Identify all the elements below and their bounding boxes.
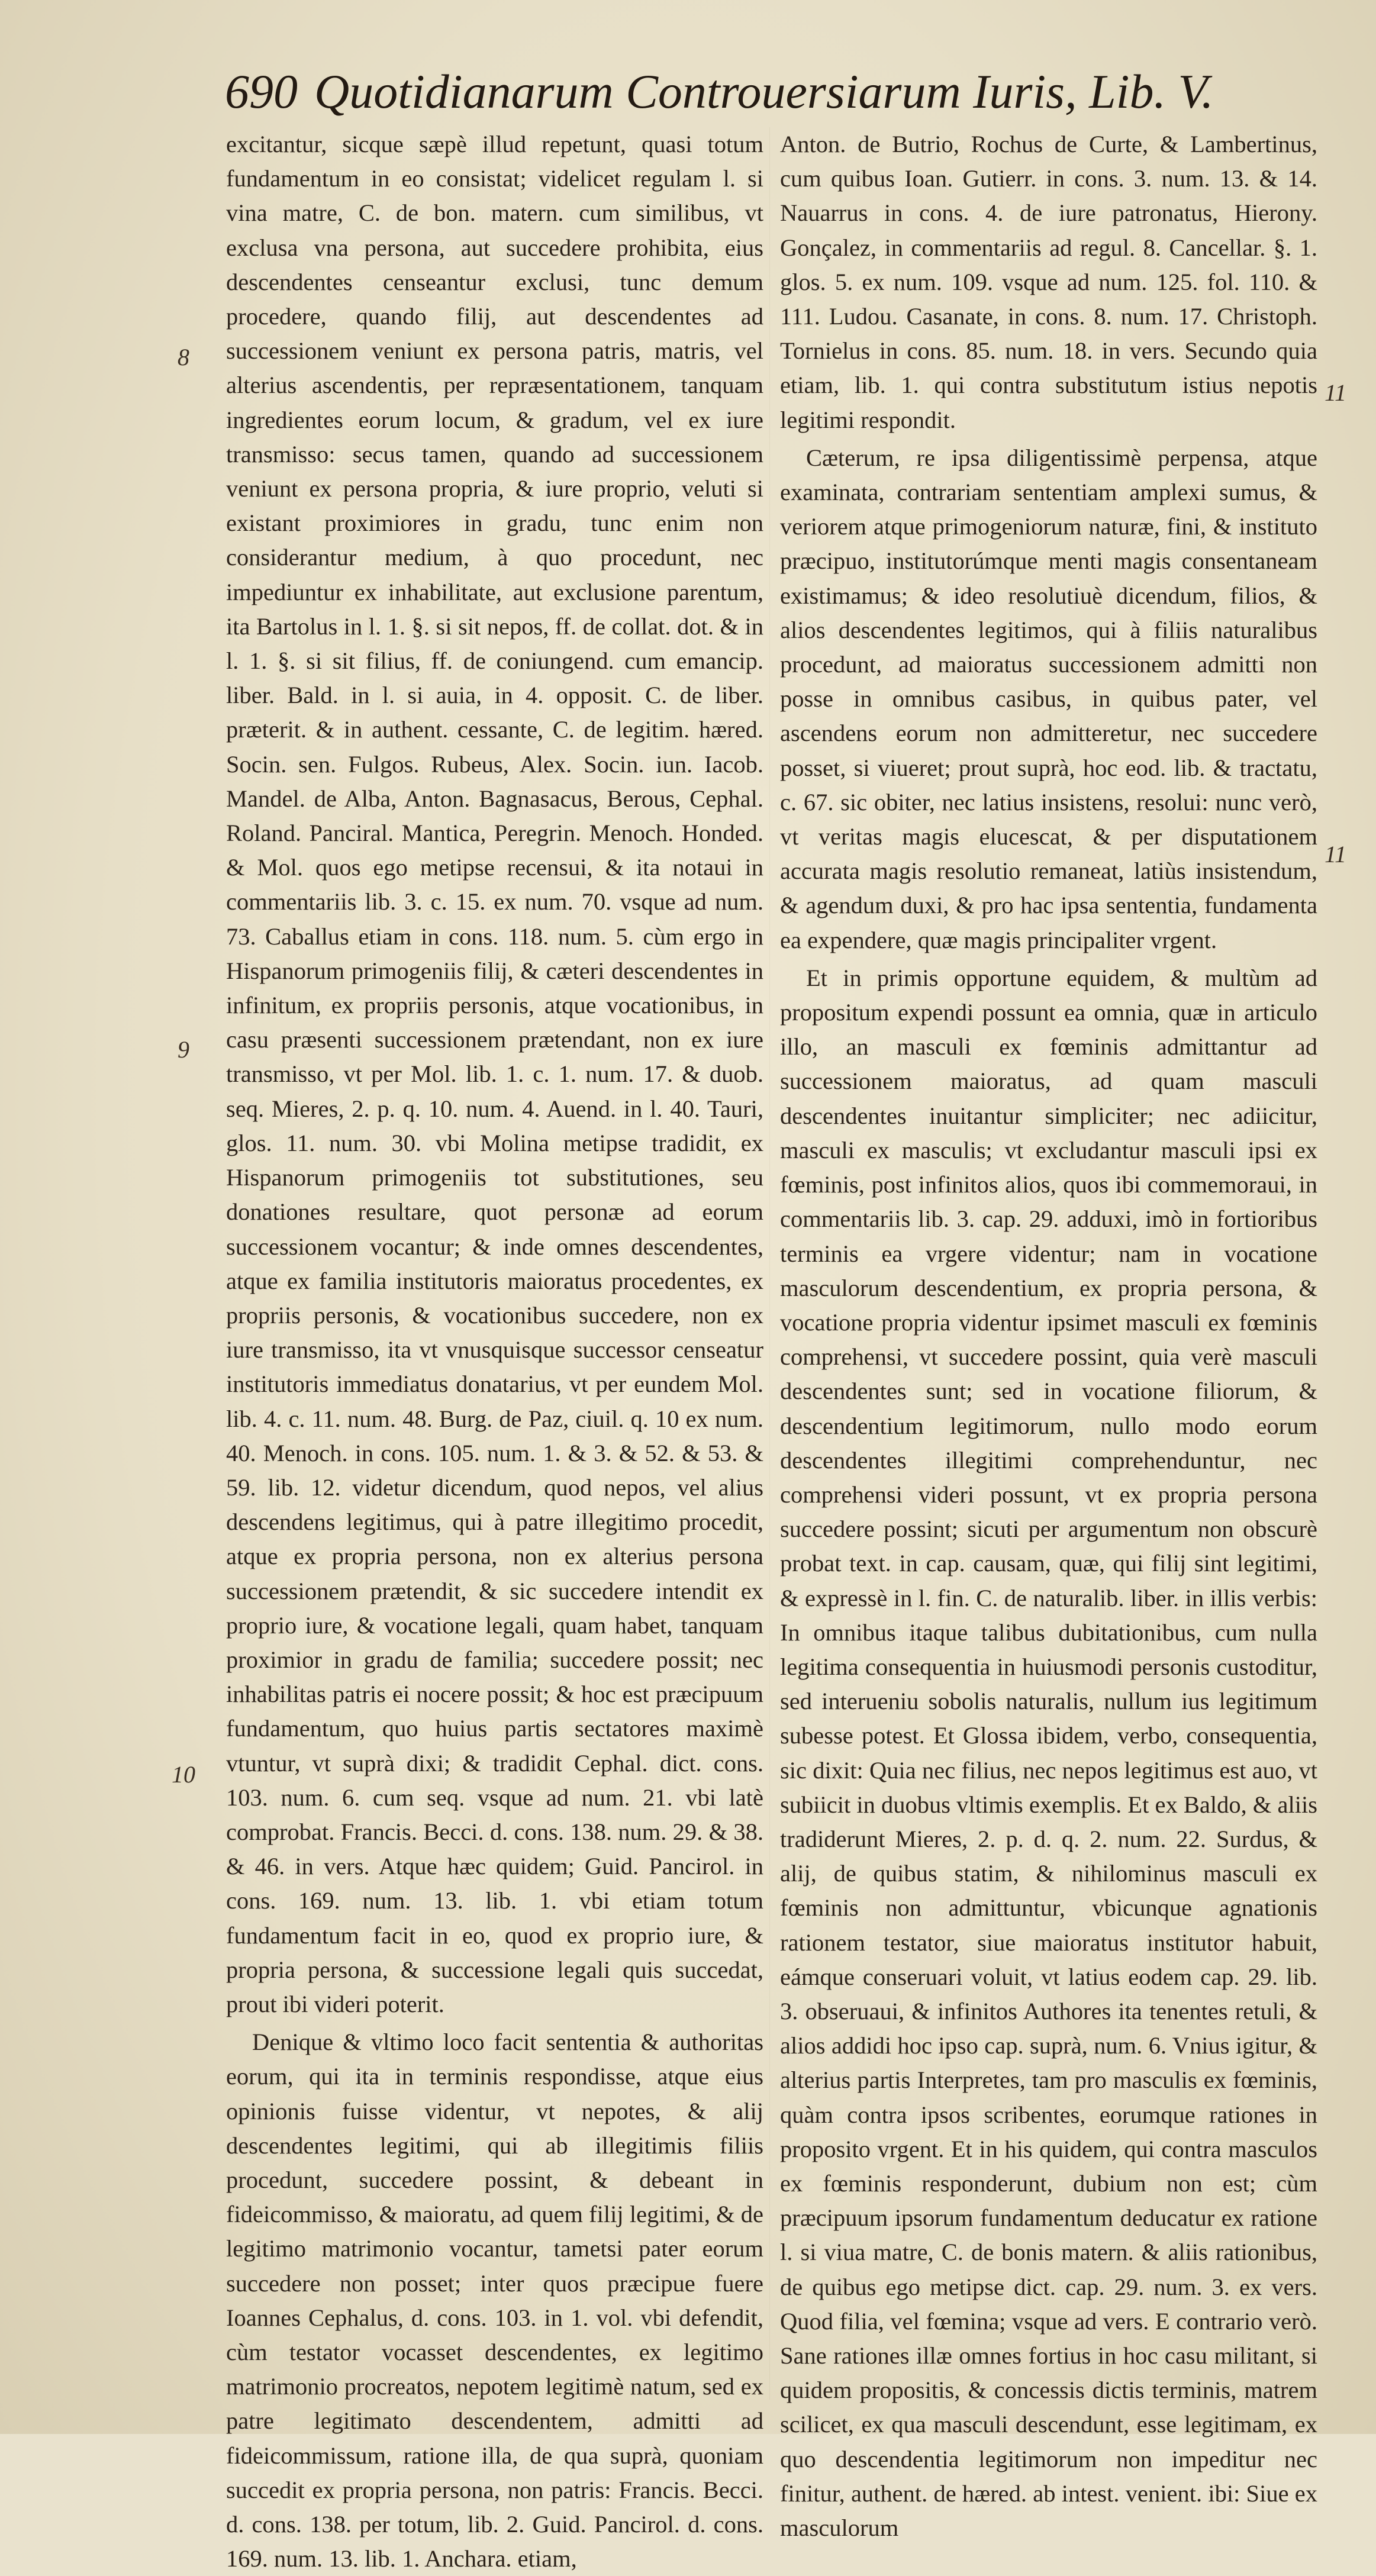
- margin-number-9: 9: [178, 1036, 189, 1063]
- left-column: [226, 127, 763, 2572]
- running-header: [225, 59, 1320, 124]
- running-title: Quotidianarum Controuersiarum Iuris, Lib. V.: [314, 65, 1214, 118]
- right-paragraph-1: Anton. de Butrio, Rochus de Curte, & Lambertinus, cum quibus Ioan. Gutierr. in cons. 3. num. 13. & 14. Nauarrus in cons. 4. de iure patronatus, Hierony. Gonçalez, in commentariis ad regul. 8. Cancellar. §. 1. glos. 5. ex num. 109. vsque ad num. 125. fol. 110. & 111. Ludou. Casanate, in cons. 8. num. 17. Christoph. Tornielus in cons. 85. num. 18. in vers. Secundo quia etiam, lib. 1. qui contra substitutum istius nepotis legitimi respondit.: [780, 131, 1317, 433]
- left-paragraph-1: excitantur, sicque sæpè illud repetunt, quasi totum fundamentum in eo consistat; videlicet regulam l. si vina matre, C. de bon. matern. cum similibus, vt exclusa vna persona, aut succedere prohibita, eius descendentes censeantur exclusi, tunc demum procedere, quando filij, aut descendentes ad successionem veniunt ex persona patris, matris, vel alterius ascendentis, per repræsentationem, tanquam ingredientes eorum locum, & gradum, vel ex iure transmisso: secus tamen, quando ad successionem veniunt ex persona propria, & iure proprio, veluti si existant proximiores in gradu, tunc enim non considerantur medium, à quo procedunt, nec impediuntur ex inhabilitate, aut exclusione parentum, ita Bartolus in l. 1. §. si sit nepos, ff. de collat. dot. & in l. 1. §. si sit filius, ff. de coniungend. cum emancip. liber. Bald. in l. si auia, in 4. opposit. C. de liber. præterit. & in authent. cessante, C. de legitim. hæred. Socin. sen. Fulgos. Rubeus, Alex. Socin. iun. Iacob. Mandel. de Alba, Anton. Bagnasacus, Berous, Cephal. Roland. Panciral. Mantica, Peregrin. Menoch. Honded. & Mol. quos ego metipse recensui, & ita notaui in commentariis lib. 3. c. 15. ex num. 70. vsque ad num. 73. Caballus etiam in cons. 118. num. 5. cùm ergo in Hispanorum primogeniis filij, & cæteri descendentes in infinitum, ex propriis personis, atque vocationibus, in casu præsenti successionem prætendant, non ex iure transmisso, vt per Mol. lib. 1. c. 1. num. 17. & duob. seq. Mieres, 2. p. q. 10. num. 4. Auend. in l. 40. Tauri, glos. 11. num. 30. vbi Molina metipse tradidit, ex Hispanorum primogeniis tot substitutiones, seu donationes resultare, quot personæ ad eorum successionem vocantur; & inde omnes descendentes, atque ex familia institutoris maioratus procedentes, ex propriis personis, & vocationibus succedere, non ex iure transmisso, ita vt vnusquisque successor censeatur institutoris immediatus donatarius, vt per eundem Mol. lib. 4. c. 11. num. 48. Burg. de Paz, ciuil. q. 10 ex num. 40. Menoch. in cons. 105. num. 1. & 3. & 52. & 53. & 59. lib. 12. videtur dicendum, quod nepos, vel alius descendens legitimus, qui à patre illegitimo procedit, atque ex propria persona, non ex alterius persona successionem prætendit, & sic succedere intendit ex proprio iure, & vocatione legali, quam habet, tanquam proximior in gradu de familia; succedere possit; nec inhabilitas patris ei nocere possit; & hoc est præcipuum fundamentum, quo huius partis sectatores maximè vtuntur, vt suprà dixi; & tradidit Cephal. dict. cons. 103. num. 6. cum seq. vsque ad num. 21. vbi latè comprobat. Francis. Becci. d. cons. 138. num. 29. & 38. & 46. in vers. Atque hæc quidem; Guid. Pancirol. in cons. 169. num. 13. lib. 1. vbi etiam totum fundamentum facit in eo, quod ex proprio iure, & propria persona, & successione legali quis succedat, prout ibi videri poterit.: [226, 131, 763, 2017]
- left-paragraph-2: Denique & vltimo loco facit sententia & authoritas eorum, qui ita in terminis respondisse, atque eius opinionis fuisse videntur, vt nepotes, & alij descendentes legitimi, qui ab illegitimis filiis procedunt, succedere possint, & debeant in fideicommisso, & maioratu, ad quem filij legitimi, & de legitimo matrimonio vocantur, tametsi pater eorum succedere non posset; inter quos præcipue fuere Ioannes Cephalus, d. cons. 103. in 1. vol. vbi defendit, cùm testator vocasset descendentes, ex legitimo matrimonio procreatos, nepotem legitimè natum, sed ex patre legitimato descendentem, admitti ad fideicommissum, ratione illa, de qua suprà, quoniam succedit ex propria persona, non patris: Francis. Becci. d. cons. 138. per totum, lib. 2. Guid. Pancirol. d. cons. 169. num. 13. lib. 1. Anchara. etiam,: [226, 2029, 763, 2572]
- margin-number-10: 10: [172, 1761, 195, 1788]
- margin-number-8: 8: [178, 344, 189, 370]
- right-column: [780, 127, 1317, 2542]
- margin-number-11-upper: 11: [1325, 379, 1347, 406]
- right-paragraph-3: Et in primis opportune equidem, & multùm ad propositum expendi possunt ea omnia, quæ in articulo illo, an masculi ex fœminis admittantur ad successionem maioratus, ad quam masculi descendentes inuitantur simpliciter; nec adiicitur, masculi ex masculis; vt excludantur masculi ipsi ex fœminis, post infinitos alios, quos ibi commemoraui, in commentariis lib. 3. cap. 29. adduxi, imò in fortioribus terminis ea vrgere videntur; nam in vocatione masculorum descendentium, ex propria persona, & vocatione propria videntur ipsimet masculi ex fœminis comprehensi, vt succedere possint, quia verè masculi descendentes sunt; sed in vocatione filiorum, & descendentium legitimorum, nullo modo eorum descendentes illegitimi comprehenduntur, nec comprehensi videri possunt, vt ex propria persona succedere possint; sicuti per argumentum non obscurè probat text. in cap. causam, quæ, qui filij sint legitimi, & expressè in l. fin. C. de naturalib. liber. in illis verbis: In omnibus itaque talibus dubitationibus, cum nulla legitima consequentia in huiusmodi personis custoditur, sed interueniu sobolis naturalis, nullum ius legitimum subesse potest. Et Glossa ibidem, verbo, consequentia, sic dixit: Quia nec filius, nec nepos legitimus est auo, vt subiicit in duobus vltimis exemplis. Et ex Baldo, & aliis tradiderunt Mieres, 2. p. d. q. 2. num. 22. Surdus, & alij, de quibus statim, & nihilominus masculi ex fœminis non admittuntur, vbicunque agnationis rationem testator, siue maioratus institutor habuit, eámque conseruari voluit, vt latius eodem cap. 29. lib. 3. obseruaui, & infinitos Authores ita tenentes retuli, & alios addidi hoc ipso cap. suprà, num. 6. Vnius igitur, & alterius partis Interpretes, tam pro masculis ex fœminis, quàm contra ipsos scribentes, eorumque rationes in proposito vrgent. Et in his quidem, qui contra masculos ex fœminis responderunt, dubium non est; cùm præcipuum ipsorum fundamentum deducatur ex ratione l. si viua matre, C. de bonis matern. & aliis rationibus, de quibus ego metipse dict. cap. 29. num. 3. ex vers. Quod filia, vel fœmina; vsque ad vers. E contrario verò. Sane rationes illæ omnes fortius in hoc casu militant, si quidem propositis, & concessis dictis terminis, matrem scilicet, ex qua masculi descendunt, esse legitimam, ex quo descendentia legitimorum non impeditur nec finitur, authent. de hæred. ab intest. venient. ibi: Siue ex masculorum: [780, 964, 1317, 2542]
- page-number: 690: [225, 65, 298, 118]
- margin-number-11-lower: 11: [1325, 841, 1347, 868]
- column-gutter: [769, 127, 770, 2400]
- right-paragraph-2: Cæterum, re ipsa diligentissimè perpensa, atque examinata, contrariam sententiam amplexi sumus, & veriorem atque primogeniorum naturæ, fini, & instituto præcipuo, institutorúmque menti magis consentaneam existimamus; & ideo resolutiuè dicendum, filios, & alios descendentes legitimos, qui à filiis naturalibus procedunt, ad maioratus successionem admitti non posse in omnibus casibus, in quibus pater, vel ascendens eorum non admitteretur, nec succedere posset, si viueret; prout suprà, hoc eod. lib. & tractatu, c. 67. sic obiter, nec latius insistens, resolui: nunc verò, vt veritas magis elucescat, & per disputationem accurata magis resolutio remaneat, latiùs insistendum, & agendum duxi, & pro hac ipsa sententia, fundamenta ea expendere, quæ magis principaliter vrgent.: [780, 444, 1317, 953]
